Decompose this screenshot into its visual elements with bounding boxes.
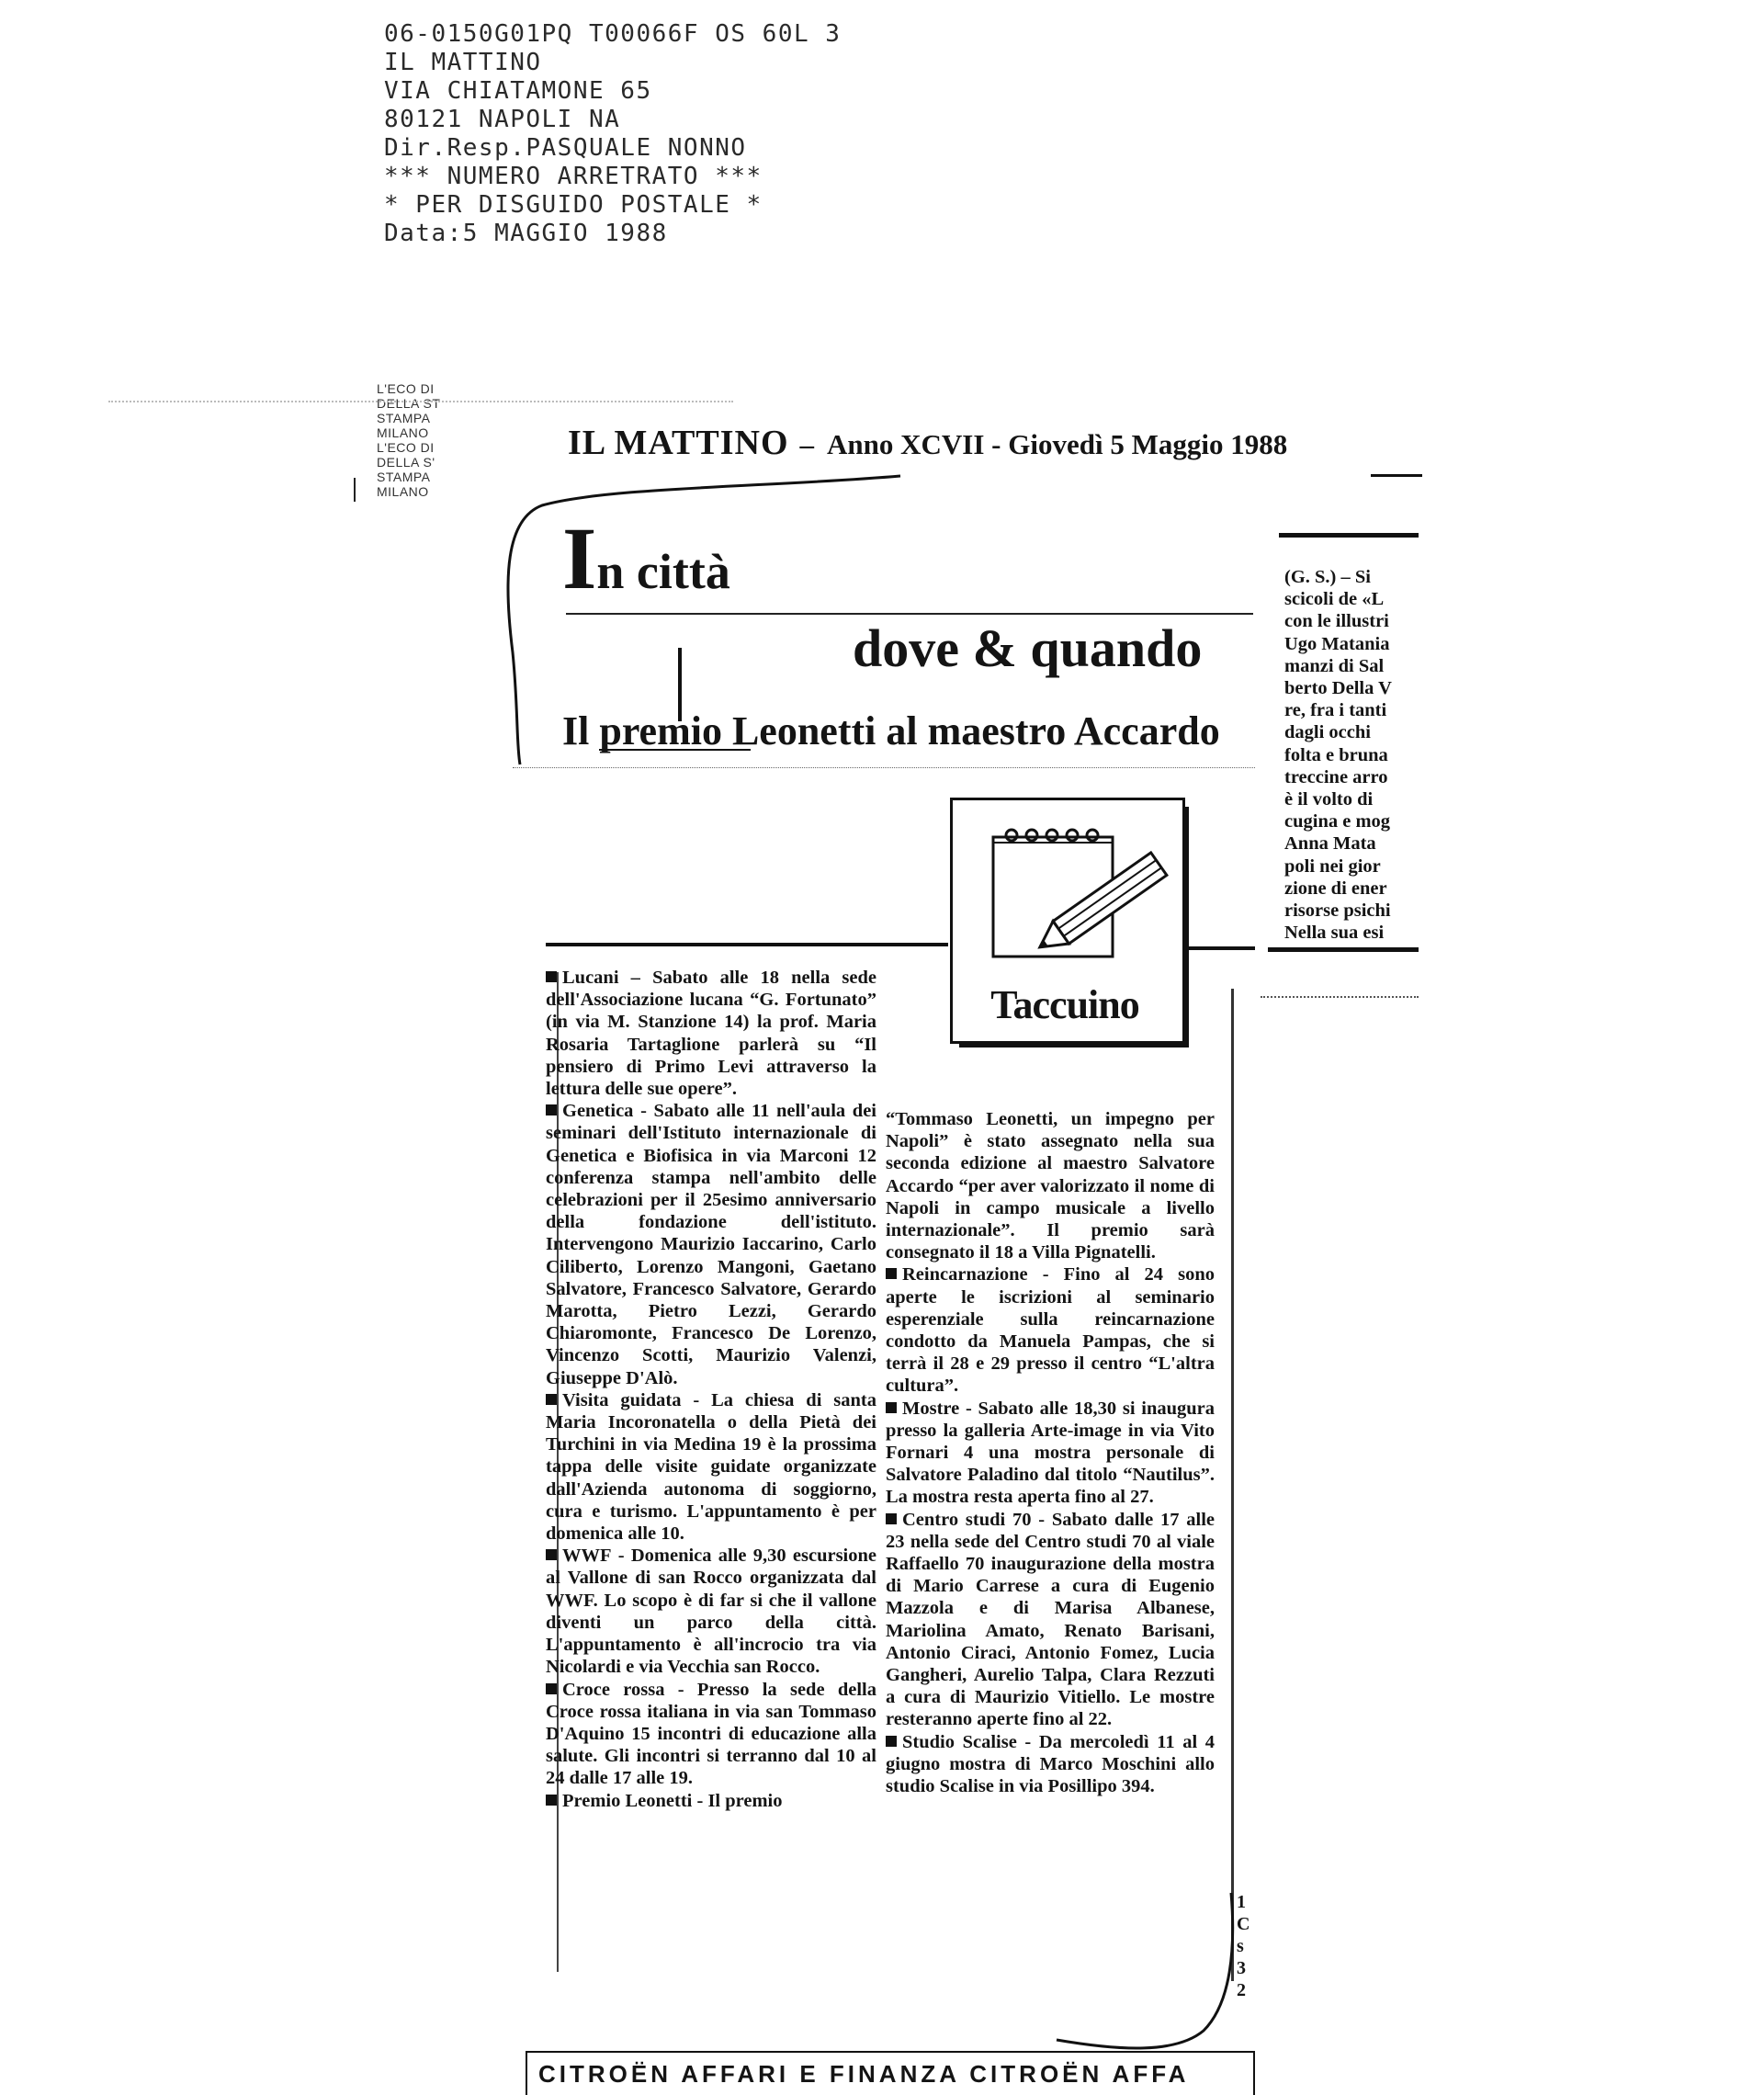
bullet-square-icon	[546, 1104, 557, 1115]
title-initial: I	[562, 509, 597, 607]
header-line: * PER DISGUIDO POSTALE *	[384, 191, 763, 219]
news-item	[546, 967, 876, 1100]
stamp-line: L'ECO DI	[377, 440, 435, 455]
item-keyword: Centro studi 70	[902, 1509, 1032, 1530]
mailing-header	[384, 20, 1046, 248]
side-column-clipped	[1284, 566, 1419, 944]
bullet-square-icon	[546, 1795, 557, 1806]
item-text: - Da mercoledì 11 al 4 giugno mostra di Marco Moschini allo studio Scalise in via Posillipo 394.	[886, 1731, 1215, 1797]
notepad-pencil-icon	[953, 800, 1182, 975]
side-column-top-rule	[1279, 533, 1419, 538]
fragment-char: 2	[1237, 1980, 1246, 2000]
item-text: - Sabato dalle 17 alle 23 nella sede del Centro studi 70 al viale Raffaello 70 inaugurazione della mostra di Mario Carrese a cura di Eugenio Mazzola e di Marisa Albanese, Mariolina Amato, Renato Barisani, Antonio Ciraci, Antonio Fomez, Lucia Gangheri, Aurelio Talpa, Clara Rezzuti a cura di Maurizio Vitiello. Le mostre resteranno aperte fino al 22.	[886, 1509, 1215, 1730]
header-line: Data:5 MAGGIO 1988	[384, 220, 668, 247]
masthead-dash: –	[799, 428, 815, 460]
bullet-square-icon	[546, 1683, 557, 1694]
taccuino-label: Taccuino	[990, 982, 1139, 1027]
news-item	[546, 1790, 876, 1812]
side-line: folta e bruna	[1284, 744, 1388, 765]
fragment-char: 1	[1237, 1892, 1246, 1912]
side-line: dagli occhi	[1284, 722, 1371, 743]
side-line: zione di ener	[1284, 878, 1387, 899]
item-keyword: Lucani	[562, 968, 619, 988]
dotted-rule	[108, 401, 733, 402]
fragment-char: s	[1237, 1936, 1244, 1956]
newspaper-name: IL MATTINO	[568, 424, 789, 462]
stamp-line: STAMPA	[377, 470, 431, 484]
bullet-square-icon	[546, 971, 557, 982]
fragment-char: C	[1237, 1914, 1250, 1934]
side-line: poli nei gior	[1284, 855, 1381, 877]
item-keyword: Croce rossa	[562, 1679, 665, 1700]
side-line: risorse psichi	[1284, 900, 1391, 922]
column-top-rule-right	[1185, 946, 1255, 950]
item-text: - Sabato alle 18,30 si inaugura presso la galleria Arte-image in via Vito Fornari 4 una mostra personale di Salvatore Paladino dal titolo “Nautilus”. La mostra resta aperta fino al 27.	[886, 1398, 1215, 1508]
side-line: scicoli de «L	[1284, 589, 1385, 610]
item-keyword: Reincarnazione	[902, 1264, 1028, 1285]
news-item	[886, 1731, 1215, 1798]
masthead-rule	[1371, 474, 1422, 477]
column-right	[886, 1108, 1215, 1797]
item-text: - Domenica alle 9,30 escursione al Vallone di san Rocco organizzata dal WWF. Lo scopo è di far si che il vallone diventi un parco della città. L'appuntamento è all'incrocio tra via Nicolardi e via Vecchia san Rocco.	[546, 1546, 876, 1678]
bullet-square-icon	[886, 1736, 897, 1747]
side-line: è il volto di	[1284, 789, 1374, 810]
stamp-line: STAMPA	[377, 411, 431, 425]
item-text: - Il premio	[692, 1790, 783, 1811]
box-bottom-rule	[513, 767, 1255, 768]
ad-text: CITROËN AFFARI E FINANZA CITROËN AFFA	[538, 2060, 1190, 2088]
section-subtitle: dove & quando	[853, 618, 1203, 678]
news-item-continued: “Tommaso Leonetti, un impegno per Napoli” è stato assegnato nella sua seconda edizione al maestro Salvatore Accardo “per aver valorizzato il nome di Napoli in campo musicale a livello internazionale”. Il premio sarà consegnato il 18 a Villa Pignatelli.	[886, 1109, 1215, 1263]
header-line: Dir.Resp.PASQUALE NONNO	[384, 134, 747, 162]
news-item	[546, 1100, 876, 1389]
article-headline: Il premio Leonetti al maestro Accardo	[562, 708, 1220, 753]
header-line: 80121 NAPOLI NA	[384, 106, 621, 133]
hand-drawn-curve-bottom	[1047, 1893, 1259, 2058]
news-item	[886, 1398, 1215, 1509]
side-line: Anna Mata	[1284, 833, 1376, 855]
stamp-line: MILANO	[377, 484, 429, 499]
hand-drawn-margin-line	[1231, 989, 1234, 1981]
item-keyword: Mostre	[902, 1398, 960, 1419]
news-item	[886, 1509, 1215, 1731]
side-line: manzi di Sal	[1284, 655, 1385, 676]
column-top-rule	[546, 943, 948, 946]
issue-details: Anno XCVII - Giovedì 5 Maggio 1988	[827, 428, 1288, 460]
title-rule	[566, 613, 1253, 615]
section-title	[562, 509, 730, 607]
headline-underline	[599, 749, 751, 751]
news-item	[546, 1545, 876, 1678]
header-line: *** NUMERO ARRETRATO ***	[384, 163, 763, 190]
news-item	[546, 1679, 876, 1790]
side-line: (G. S.) – Si	[1284, 567, 1371, 587]
fragment-char: 3	[1237, 1958, 1246, 1978]
side-column-bottom-rule	[1268, 947, 1419, 952]
item-keyword: Studio Scalise	[902, 1731, 1017, 1752]
header-line: 06-0150G01PQ T00066F OS 60L 3	[384, 20, 842, 48]
side-line: Nella sua esi	[1284, 923, 1385, 944]
item-keyword: WWF	[562, 1546, 612, 1567]
item-text: - Sabato alle 11 nell'aula dei seminari dell'Istituto internazionale di Genetica e Biofisica in via Marconi 12 conferenza stampa nell'ambito delle celebrazioni per il 25esimo anniversario della fondazione dell'istituto. Intervengono Maurizio Iaccarino, Carlo Ciliberto, Lorenzo Mangoni, Gaetano Salvatore, Francesco Salvatore, Gerardo Marotta, Pietro Lezzi, Gerardo Chiaromonte, Francesco De Lorenzo, Vincenzo Scotti, Maurizio Valenzi, Giuseppe D'Alò.	[546, 1101, 876, 1388]
stamp-line: DELLA S'	[377, 455, 435, 470]
item-text: - Fino al 24 sono aperte le iscrizioni al seminario esperenziale sulla reincarnazione condotto da Manuela Pampas, che si terrà il 28 e 29 presso il centro “L'altra cultura”.	[886, 1264, 1215, 1397]
item-keyword: Visita guidata	[562, 1389, 682, 1410]
news-item	[886, 1263, 1215, 1397]
bullet-square-icon	[886, 1402, 897, 1413]
item-text: - La chiesa di santa Maria Incoronatella o della Pietà dei Turchini in via Medina 19 è la prossima tappa delle visite guidate organizzate dall'Azienda autonoma di soggiorno, cura e turismo. L'appuntamento è per domenica alle 10.	[546, 1389, 876, 1545]
title-rest: n città	[596, 544, 730, 599]
side-line: cugina e mog	[1284, 811, 1391, 832]
agency-stamp	[377, 381, 459, 499]
item-text: - Presso la sede della Croce rossa italiana in via san Tommaso D'Aquino 15 incontri di educazione alla salute. Gli incontri si terranno dal 10 al 24 dalle 17 alle 19.	[546, 1679, 876, 1789]
advertisement-strip	[526, 2051, 1255, 2095]
side-line: treccine arro	[1284, 766, 1388, 787]
item-keyword: Premio Leonetti	[562, 1790, 693, 1811]
news-item	[546, 1389, 876, 1545]
bullet-square-icon	[886, 1513, 897, 1524]
header-line: IL MATTINO	[384, 49, 542, 76]
side-dotted-rule	[1261, 996, 1419, 998]
column-left	[546, 967, 876, 1812]
bullet-square-icon	[886, 1268, 897, 1279]
stamp-line: L'ECO DI	[377, 381, 435, 396]
masthead	[568, 423, 1422, 463]
side-line: berto Della V	[1284, 678, 1392, 699]
stamp-line: MILANO	[377, 425, 429, 440]
bullet-square-icon	[546, 1549, 557, 1560]
item-keyword: Genetica	[562, 1101, 634, 1122]
side-line: con le illustri	[1284, 611, 1389, 632]
item-text: – Sabato alle 18 nella sede dell'Associazione lucana “G. Fortunato” (in via M. Stanzione 14) la prof. Maria Rosaria Tartaglione parlerà su “Il pensiero di Primo Levi attraverso la lettura delle sue opere”.	[546, 968, 876, 1100]
stamp-line: DELLA ST	[377, 396, 441, 411]
bullet-square-icon	[546, 1394, 557, 1405]
stamp-bar	[354, 478, 356, 502]
header-line: VIA CHIATAMONE 65	[384, 77, 652, 105]
side-line: re, fra i tanti	[1284, 700, 1387, 721]
side-line: Ugo Matania	[1284, 633, 1390, 654]
